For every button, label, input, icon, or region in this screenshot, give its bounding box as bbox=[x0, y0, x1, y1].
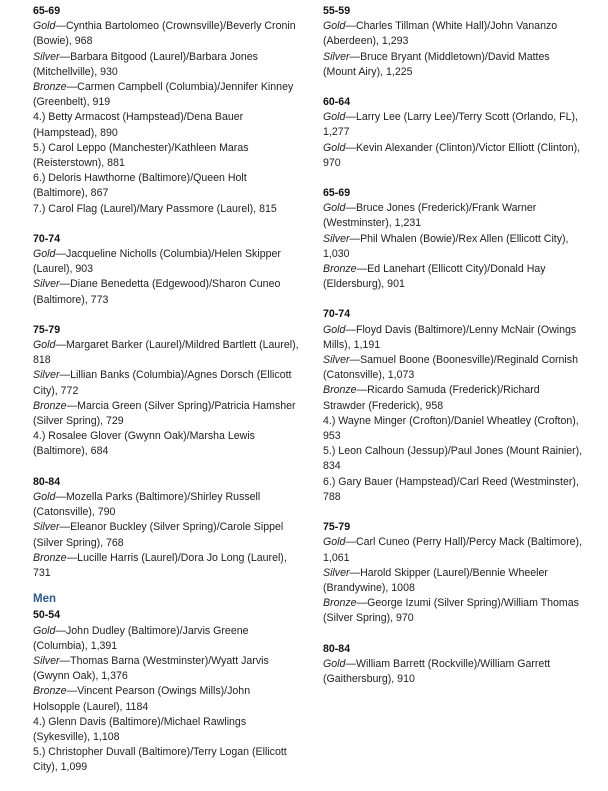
age-group-75-79 bbox=[323, 520, 585, 626]
men-results bbox=[33, 608, 301, 775]
age-group-80-84 bbox=[33, 475, 301, 581]
medal-label: Gold bbox=[323, 323, 346, 336]
result-entry bbox=[323, 19, 585, 49]
result-entry bbox=[33, 684, 301, 714]
result-entry bbox=[33, 399, 301, 429]
age-group-heading: 80-84 bbox=[323, 642, 351, 655]
result-entry bbox=[323, 475, 585, 505]
result-text: —Phil Whalen (Bowie)/Rex Allen (Ellicott City), 1,030 bbox=[323, 232, 569, 260]
result-entry bbox=[323, 323, 585, 353]
result-entry bbox=[323, 262, 585, 292]
result-text: —Cynthia Bartolomeo (Crownsville)/Beverly Cronin (Bowie), 968 bbox=[33, 20, 296, 48]
result-text: —Ed Lanehart (Ellicott City)/Donald Hay (Eldersburg), 901 bbox=[323, 263, 546, 291]
result-entry bbox=[33, 141, 301, 171]
result-entry bbox=[33, 654, 301, 684]
result-entry bbox=[323, 383, 585, 413]
result-text: —Vincent Pearson (Owings Mills)/John Holsopple (Laurel), 1184 bbox=[33, 685, 251, 713]
result-entry bbox=[323, 232, 585, 262]
result-text: 4.) Betty Armacost (Hampstead)/Dena Bauer (Hampstead), 890 bbox=[33, 111, 244, 139]
result-text: 5.) Carol Leppo (Manchester)/Kathleen Maras (Reisterstown), 881 bbox=[33, 141, 249, 170]
result-entry bbox=[33, 715, 301, 745]
result-entry bbox=[33, 368, 301, 398]
medal-label: Gold bbox=[323, 536, 346, 549]
medal-label: Bronze bbox=[33, 399, 67, 412]
medal-label: Silver bbox=[323, 354, 350, 367]
result-entry bbox=[323, 657, 585, 687]
age-group-55-59 bbox=[323, 4, 585, 80]
right-column bbox=[323, 4, 585, 702]
result-text: 5.) Leon Calhoun (Jessup)/Paul Jones (Mount Rainier), 834 bbox=[323, 445, 583, 473]
result-text: —William Barrett (Rockville)/William Garrett (Gaithersburg), 910 bbox=[323, 657, 551, 685]
result-text: —Ricardo Samuda (Frederick)/Richard Strawder (Frederick), 958 bbox=[323, 384, 540, 412]
result-entry bbox=[33, 50, 301, 80]
medal-label: Silver bbox=[323, 50, 350, 63]
result-text: —Barbara Bitgood (Laurel)/Barbara Jones (Mitchellville), 930 bbox=[33, 50, 258, 78]
medal-label: Bronze bbox=[33, 551, 67, 564]
result-text: 4.) Wayne Minger (Crofton)/Daniel Wheatley (Crofton), 953 bbox=[323, 414, 579, 443]
result-entry bbox=[33, 202, 301, 217]
result-entry bbox=[323, 50, 585, 80]
result-text: —Lillian Banks (Columbia)/Agnes Dorsch (Ellicott City), 772 bbox=[33, 369, 292, 397]
result-text: 5.) Christopher Duvall (Baltimore)/Terry Logan (Ellicott City), 1,099 bbox=[33, 746, 287, 774]
men-section-heading: Men bbox=[33, 593, 56, 606]
result-text: —Harold Skipper (Laurel)/Bennie Wheeler (Brandywine), 1008 bbox=[323, 566, 548, 594]
result-entry bbox=[323, 596, 585, 626]
result-text: —Carl Cuneo (Perry Hall)/Percy Mack (Baltimore), 1,061 bbox=[323, 536, 583, 564]
age-group-65-69 bbox=[323, 186, 585, 292]
result-text: —Diane Benedetta (Edgewood)/Sharon Cuneo (Baltimore), 773 bbox=[33, 278, 281, 306]
result-text: —Thomas Barna (Westminster)/Wyatt Jarvis (Gwynn Oak), 1,376 bbox=[33, 654, 269, 683]
medal-label: Gold bbox=[323, 111, 346, 124]
result-entry bbox=[33, 520, 301, 550]
result-text: 6.) Deloris Hawthorne (Baltimore)/Queen Holt (Baltimore), 867 bbox=[33, 172, 247, 200]
result-text: —Samuel Boone (Boonesville)/Reginald Cornish (Catonsville), 1,073 bbox=[323, 354, 578, 382]
medal-label: Gold bbox=[33, 339, 56, 352]
result-text: 6.) Gary Bauer (Hampstead)/Carl Reed (Westminster), 788 bbox=[323, 475, 579, 503]
medal-label: Bronze bbox=[323, 384, 357, 397]
medal-label: Bronze bbox=[323, 597, 357, 610]
result-entry bbox=[33, 247, 301, 277]
result-text: —Marcia Green (Silver Spring)/Patricia Hamsher (Silver Spring), 729 bbox=[33, 399, 296, 428]
result-entry bbox=[33, 490, 301, 520]
result-text: —Bruce Jones (Frederick)/Frank Warner (Westminster), 1,231 bbox=[323, 202, 537, 230]
result-entry bbox=[33, 624, 301, 654]
medal-label: Bronze bbox=[33, 81, 67, 94]
medal-label: Gold bbox=[33, 490, 56, 503]
age-group-60-64 bbox=[323, 95, 585, 171]
result-entry bbox=[33, 110, 301, 140]
age-group-heading: 55-59 bbox=[323, 5, 351, 17]
result-text: —Carmen Campbell (Columbia)/Jennifer Kinney (Greenbelt), 919 bbox=[33, 81, 294, 109]
result-text: 4.) Rosalee Glover (Gwynn Oak)/Marsha Lewis (Baltimore), 684 bbox=[33, 430, 255, 458]
age-group-70-74 bbox=[323, 307, 585, 505]
age-group-heading: 65-69 bbox=[33, 5, 61, 17]
result-text: —Eleanor Buckley (Silver Spring)/Carole Sippel (Silver Spring), 768 bbox=[33, 521, 284, 549]
result-entry bbox=[33, 338, 301, 368]
result-text: —Margaret Barker (Laurel)/Mildred Bartlett (Laurel), 818 bbox=[33, 339, 299, 367]
result-text: 7.) Carol Flag (Laurel)/Mary Passmore (Laurel), 815 bbox=[33, 202, 277, 215]
result-text: —John Dudley (Baltimore)/Jarvis Greene (Columbia), 1,391 bbox=[33, 624, 249, 652]
medal-label: Silver bbox=[33, 654, 60, 667]
age-group-70-74 bbox=[33, 232, 301, 308]
result-entry bbox=[33, 19, 301, 49]
medal-label: Gold bbox=[323, 20, 346, 33]
medal-label: Silver bbox=[33, 50, 60, 63]
medal-label: Gold bbox=[323, 202, 346, 215]
result-entry bbox=[323, 353, 585, 383]
result-entry bbox=[33, 277, 301, 307]
result-text: —Kevin Alexander (Clinton)/Victor Elliott (Clinton), 970 bbox=[323, 141, 581, 169]
result-entry bbox=[323, 141, 585, 171]
age-group-heading: 50-54 bbox=[33, 609, 61, 622]
result-text: —Mozella Parks (Baltimore)/Shirley Russell (Catonsville), 790 bbox=[33, 490, 261, 519]
result-text: —Lucille Harris (Laurel)/Dora Jo Long (Laurel), 731 bbox=[33, 551, 287, 579]
result-entry bbox=[323, 110, 585, 140]
result-entry bbox=[323, 535, 585, 565]
result-text: —Bruce Bryant (Middletown)/David Mattes (Mount Airy), 1,225 bbox=[323, 50, 550, 78]
age-group-heading: 75-79 bbox=[323, 521, 351, 534]
result-entry bbox=[323, 414, 585, 444]
women-results bbox=[33, 4, 301, 581]
age-group-heading: 60-64 bbox=[323, 96, 351, 109]
left-column bbox=[33, 4, 301, 791]
age-group-heading: 70-74 bbox=[33, 232, 61, 245]
medal-label: Silver bbox=[33, 278, 60, 291]
age-group-heading: 70-74 bbox=[323, 308, 351, 321]
men-results-continued bbox=[323, 4, 585, 687]
result-text: 4.) Glenn Davis (Baltimore)/Michael Rawlings (Sykesville), 1,108 bbox=[33, 715, 247, 743]
age-group-65-69 bbox=[33, 4, 301, 217]
result-entry bbox=[33, 429, 301, 459]
medal-label: Silver bbox=[323, 566, 350, 579]
result-entry bbox=[33, 171, 301, 201]
age-group-50-54 bbox=[33, 608, 301, 775]
age-group-80-84 bbox=[323, 642, 585, 688]
result-text: —Charles Tillman (White Hall)/John Vananzo (Aberdeen), 1,293 bbox=[323, 20, 558, 48]
result-entry bbox=[323, 201, 585, 231]
medal-label: Bronze bbox=[33, 685, 67, 698]
medal-label: Silver bbox=[33, 369, 60, 382]
medal-label: Silver bbox=[33, 521, 60, 534]
medal-label: Gold bbox=[33, 248, 56, 261]
age-group-heading: 65-69 bbox=[323, 187, 351, 200]
age-group-75-79 bbox=[33, 323, 301, 460]
medal-label: Bronze bbox=[323, 263, 357, 276]
medal-label: Gold bbox=[323, 141, 346, 154]
medal-label: Gold bbox=[33, 20, 56, 33]
result-text: —Jacqueline Nicholls (Columbia)/Helen Skipper (Laurel), 903 bbox=[33, 248, 281, 276]
medal-label: Silver bbox=[323, 232, 350, 245]
result-entry bbox=[323, 444, 585, 474]
result-text: —George Izumi (Silver Spring)/William Thomas (Silver Spring), 970 bbox=[323, 597, 579, 625]
result-entry bbox=[33, 80, 301, 110]
result-entry bbox=[33, 745, 301, 775]
medal-label: Gold bbox=[323, 657, 346, 670]
result-entry bbox=[323, 566, 585, 596]
medal-label: Gold bbox=[33, 624, 56, 637]
result-text: —Larry Lee (Larry Lee)/Terry Scott (Orlando, FL), 1,277 bbox=[323, 111, 578, 139]
age-group-heading: 75-79 bbox=[33, 323, 61, 336]
age-group-heading: 80-84 bbox=[33, 475, 61, 488]
result-text: —Floyd Davis (Baltimore)/Lenny McNair (Owings Mills), 1,191 bbox=[323, 323, 577, 351]
result-entry bbox=[33, 551, 301, 581]
